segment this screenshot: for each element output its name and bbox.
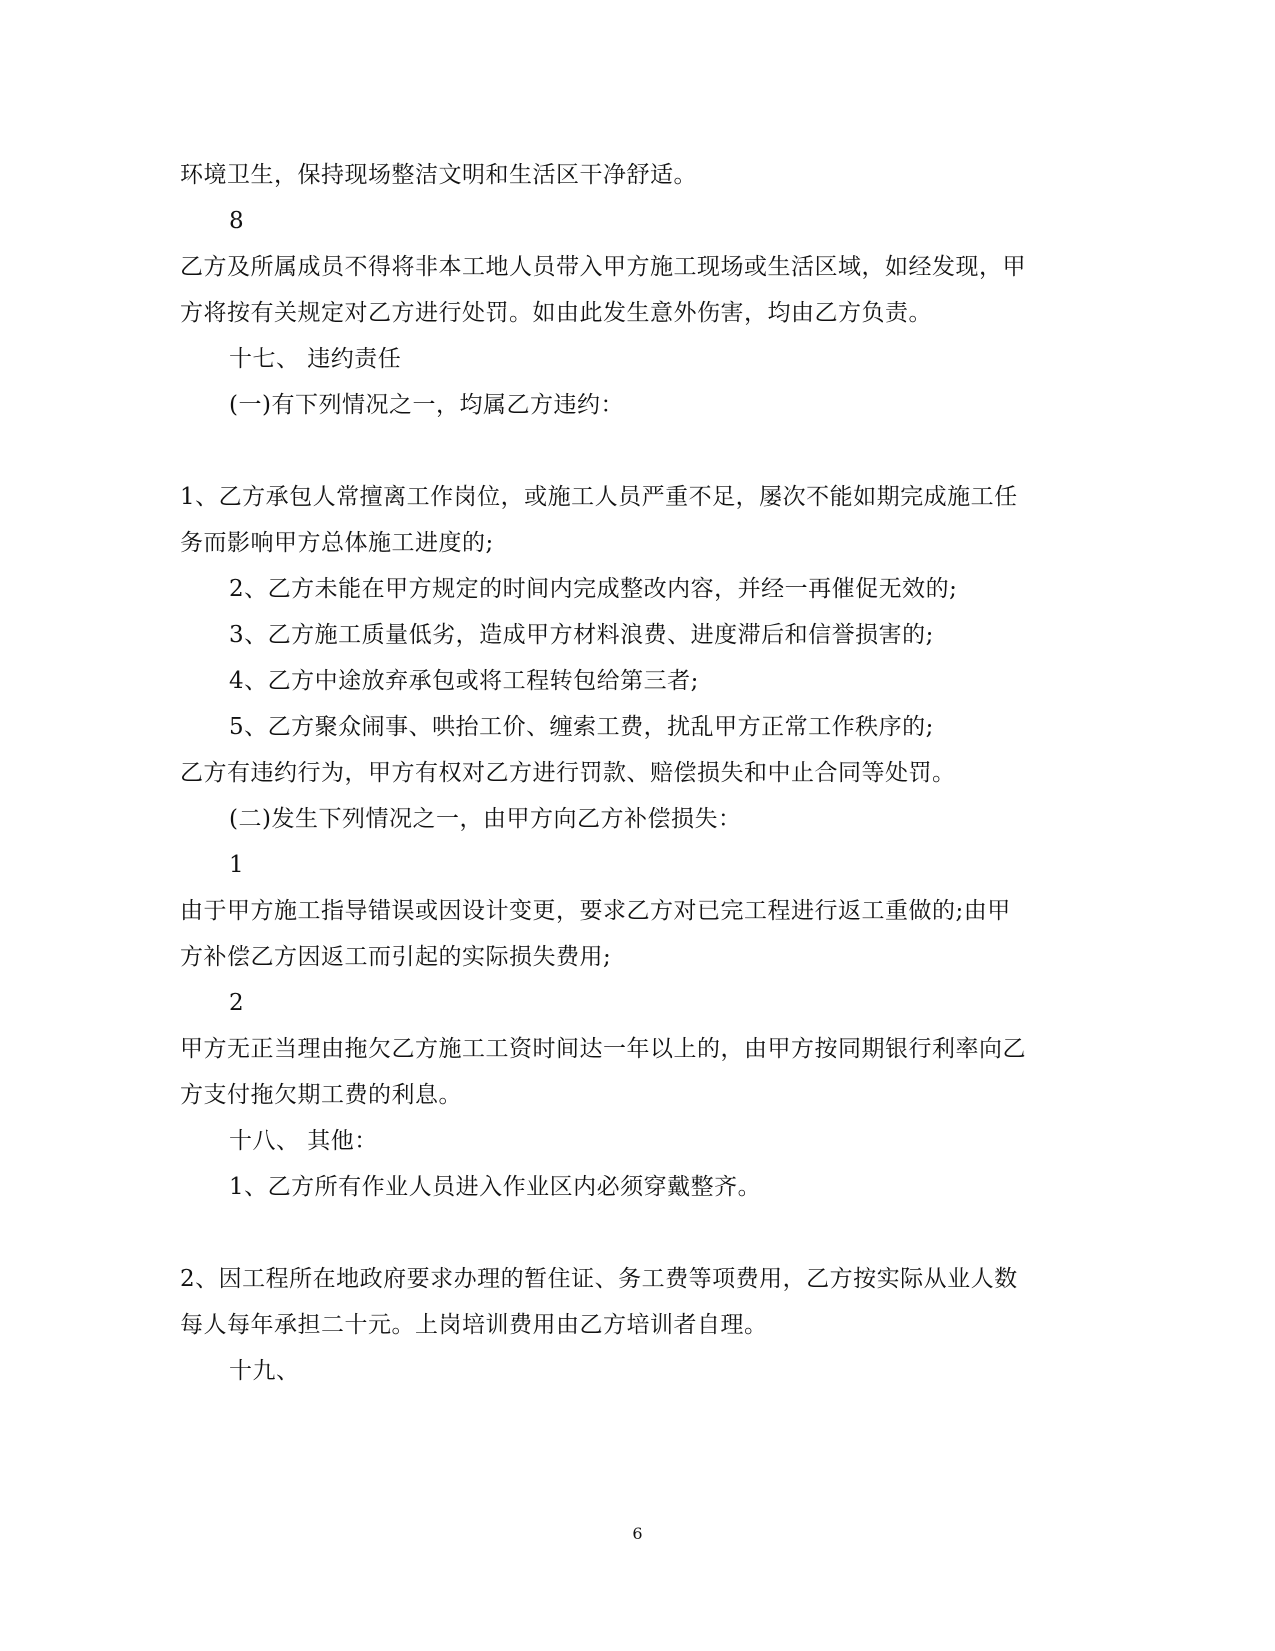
item-number: 8: [229, 208, 245, 234]
subsection-heading: (二)发生下列情况之一，由甲方向乙方补偿损失：: [229, 806, 742, 832]
list-item: 1、乙方所有作业人员进入作业区内必须穿戴整齐。: [229, 1174, 762, 1200]
paragraph-line: 务而影响甲方总体施工进度的;: [180, 530, 494, 556]
paragraph-line: 每人每年承担二十元。上岗培训费用由乙方培训者自理。: [180, 1312, 768, 1338]
paragraph-line: 由于甲方施工指导错误或因设计变更，要求乙方对已完工程进行返工重做的;由甲: [180, 898, 1011, 924]
section-heading: 十七、 违约责任: [229, 346, 402, 372]
list-item: 4、乙方中途放弃承包或将工程转包给第三者;: [229, 668, 699, 694]
item-number: 2: [229, 990, 245, 1016]
paragraph-line: 方支付拖欠期工费的利息。: [180, 1082, 462, 1108]
paragraph-line: 乙方及所属成员不得将非本工地人员带入甲方施工现场或生活区域，如经发现，甲: [180, 254, 1026, 280]
list-item: 2、乙方未能在甲方规定的时间内完成整改内容，并经一再催促无效的;: [229, 576, 958, 602]
item-number: 1: [229, 852, 245, 878]
page-number: 6: [632, 1524, 643, 1543]
section-heading: 十九、: [229, 1358, 300, 1384]
paragraph-line: 2、因工程所在地政府要求办理的暂住证、务工费等项费用，乙方按实际从业人数: [180, 1266, 1018, 1292]
subsection-heading: (一)有下列情况之一，均属乙方违约：: [229, 392, 624, 418]
list-item: 3、乙方施工质量低劣，造成甲方材料浪费、进度滞后和信誉损害的;: [229, 622, 934, 648]
paragraph-line: 方补偿乙方因返工而引起的实际损失费用;: [180, 944, 612, 970]
section-heading: 十八、 其他：: [229, 1128, 378, 1154]
paragraph-line: 1、乙方承包人常擅离工作岗位，或施工人员严重不足，屡次不能如期完成施工任: [180, 484, 1018, 510]
paragraph-line: 环境卫生，保持现场整洁文明和生活区干净舒适。: [180, 162, 697, 188]
paragraph-line: 甲方无正当理由拖欠乙方施工工资时间达一年以上的，由甲方按同期银行利率向乙: [180, 1036, 1026, 1062]
paragraph-line: 乙方有违约行为，甲方有权对乙方进行罚款、赔偿损失和中止合同等处罚。: [180, 760, 956, 786]
paragraph-line: 方将按有关规定对乙方进行处罚。如由此发生意外伤害，均由乙方负责。: [180, 300, 932, 326]
list-item: 5、乙方聚众闹事、哄抬工价、缠索工费，扰乱甲方正常工作秩序的;: [229, 714, 934, 740]
